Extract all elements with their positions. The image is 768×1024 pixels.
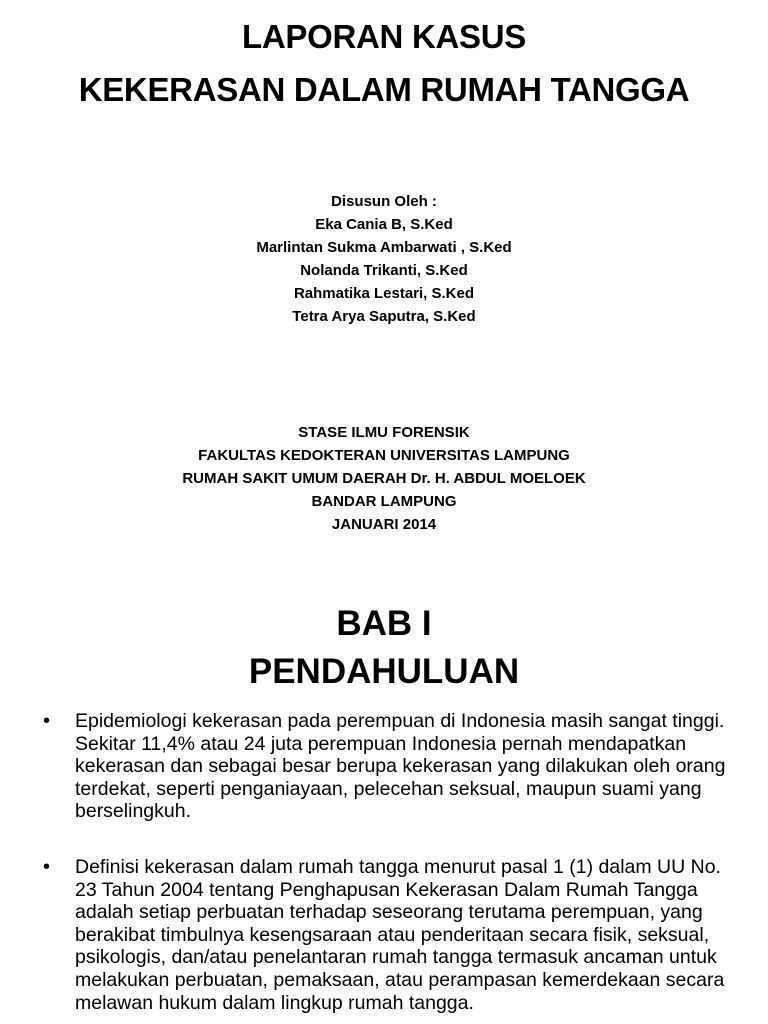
authors-block: [0, 190, 768, 328]
bullet-item: [0, 856, 768, 1014]
hospital-name: RUMAH SAKIT UMUM DAERAH Dr. H. ABDUL MOELOEK: [182, 470, 586, 487]
bullet-icon: •: [43, 855, 51, 878]
institution-block: [0, 421, 768, 536]
author-name: Marlintan Sukma Ambarwati , S.Ked: [256, 239, 512, 256]
author-name: Tetra Arya Saputra, S.Ked: [292, 308, 476, 325]
compiled-by-label: Disusun Oleh :: [331, 193, 437, 210]
chapter-slide: [0, 580, 768, 1024]
report-title-line2: KEKERASAN DALAM RUMAH TANGGA: [78, 71, 690, 108]
bullet-item: [0, 710, 768, 823]
bullet-text: Definisi kekerasan dalam rumah tangga menurut pasal 1 (1) dalam UU No. 23 Tahun 2004 tentang Penghapusan Kekerasan Dalam Rumah Tangga adalah setiap perbuatan terhadap seseorang terutama perempuan, yang berakibat timbulnya kesengsaraan atau penderitaan secara fisik, seksual, psikologis, dan/atau penelantaran rumah tangga termasuk ancaman untuk melakukan perbuatan, pemaksaan, atau perampasan kemerdekaan secara melawan hukum dalam lingkup rumah tangga.: [75, 855, 725, 1014]
rotation-name: STASE ILMU FORENSIK: [298, 424, 470, 441]
author-name: Nolanda Trikanti, S.Ked: [300, 262, 468, 279]
bullet-icon: •: [43, 710, 51, 732]
city-name: BANDAR LAMPUNG: [311, 493, 457, 510]
bullet-list: [0, 710, 768, 1014]
bullet-text: Epidemiologi kekerasan pada perempuan di Indonesia masih sangat tinggi. Sekitar 11,4% atau 24 juta perempuan Indonesia pernah mendapatkan kekerasan dan sebagai besar berupa kekerasan yang dilakukan oleh orang terdekat, seperti penganiayaan, pelecehan seksual, maupun suami yang berselingkuh.: [75, 710, 726, 823]
chapter-number: BAB I: [336, 604, 432, 643]
author-name: Rahmatika Lestari, S.Ked: [293, 285, 475, 302]
report-date: JANUARI 2014: [331, 516, 437, 533]
author-name: Eka Cania B, S.Ked: [315, 216, 453, 233]
report-title-line1: LAPORAN KASUS: [242, 18, 526, 55]
chapter-title: PENDAHULUAN: [248, 652, 520, 691]
faculty-name: FAKULTAS KEDOKTERAN UNIVERSITAS LAMPUNG: [198, 447, 570, 464]
